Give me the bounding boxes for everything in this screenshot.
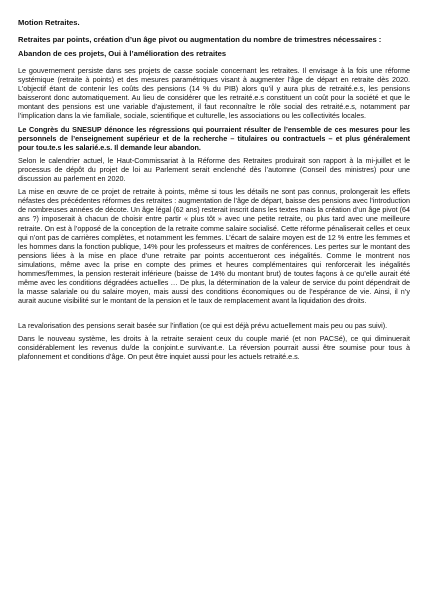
paragraph-congress: Le Congrès du SNESUP dénonce les régressions qui pourraient résulter de l’ensemble de ces mesures pour les personnels de l’enseignement supérieur et de la recherche – titulaires ou contractuels – et plus généralement pour tou.te.s les salarié.e.s. Il demande leur abandon. bbox=[18, 124, 410, 152]
paragraph-points-system: La mise en œuvre de ce projet de retraite à points, même si tous les détails ne sont pas connus, prolongerait les effets néfastes des précédentes réformes des retraites : augmentation de l’âge de départ, baisse des pensions avec l’introduction de nombreuses années de décote. Un âge légal (62 ans) resterait inscrit dans les textes mais la création d’un âge pivot (64 ans ?) imposerait à chacun de choisir entre partir « plus tôt » avec une petite retraite, ou plus tard avec une meilleure retraite. On est à l’opposé de la conception de la retraite comme salaire socialisé. Cette réforme pénaliserait celles et ceux qui n’ont pas de carrières complètes, et notamment les femmes. L’écart de salaire moyen est de 12 % entre les femmes et les hommes dans la fonction publique, 14% pour les professeurs et maitres de conférences. Les pertes sur le montant des pensions liées à la mise en place d’une retraite par points accentueront ces inégalités. Comme le montrent nos simulations, même avec la prise en compte des primes et heures complémentaires qui renforcerait les inégalités hommes/femmes, la pension resterait inférieure (baisse de 14% du montant brut) de toutes façons à ce qu’elle aurait été même avec les conditions dégradées actuelles … De plus, la détermination de la valeur de service du point dépendrait de la masse salariale ou du salaire moyen, mais aussi des conditions économiques ou de l’espérance de vie. Ainsi, il n’y aurait aucune visibilité sur le montant de la pension et le taux de remplacement avant la liquidation des droits. bbox=[18, 187, 410, 305]
paragraph-context: Le gouvernement persiste dans ses projets de casse sociale concernant les retraites. Il envisage à la fois une réforme systémique (retraite à points) et des mesures paramétriques visant à augmenter l’âge de départ en retraite dès 2020. L’objectif étant de contenir les coûts des pensions (14 % du PIB) alors qu’il y aura plus de retraité.e.s, les pensions baisseront donc automatiquement. Au lieu de considérer que les retraité.e.s constituent un coût pour la société et que le montant des pensions est une variable d’ajustement, il faut reconnaître le rôle social des retraité.e.s, notamment par l’implication dans la vie familiale, sociale, scientifique et culturelle, les associations ou les collectivités locales. bbox=[18, 66, 410, 121]
document-title: Motion Retraites. bbox=[18, 18, 80, 27]
document-subtitle-2: Abandon de ces projets, Oui à l’amélioration des retraites bbox=[18, 48, 227, 58]
paragraph-revalorisation: La revalorisation des pensions serait basée sur l’inflation (ce qui est déjà prévu actuellement mais peu ou pas suivi). bbox=[18, 321, 388, 331]
document-page bbox=[18, 18, 410, 366]
paragraph-reversion: Dans le nouveau système, les droits à la retraite seraient ceux du couple marié (et non PACSé), ce qui diminuerait considérablement les revenus du/de la conjoint.e survivant.e. La réversion pourrait aussi être soumise pour tous à plafonnement et conditions d’âge. On peut être inquiet aussi pour les actuels retraité.e.s. bbox=[18, 334, 410, 362]
section-gap bbox=[18, 309, 410, 321]
document-subtitle: Retraites par points, création d’un âge pivot ou augmentation du nombre de trimestres nécessaires : bbox=[18, 34, 382, 44]
paragraph-calendar: Selon le calendrier actuel, le Haut-Commissariat à la Réforme des Retraites produirait son rapport à la mi-juillet et le processus de dépôt du projet de loi au Parlement serait enclenché dès l’automne (Conseil des ministres) pour une discussion au parlement en 2020. bbox=[18, 156, 410, 184]
